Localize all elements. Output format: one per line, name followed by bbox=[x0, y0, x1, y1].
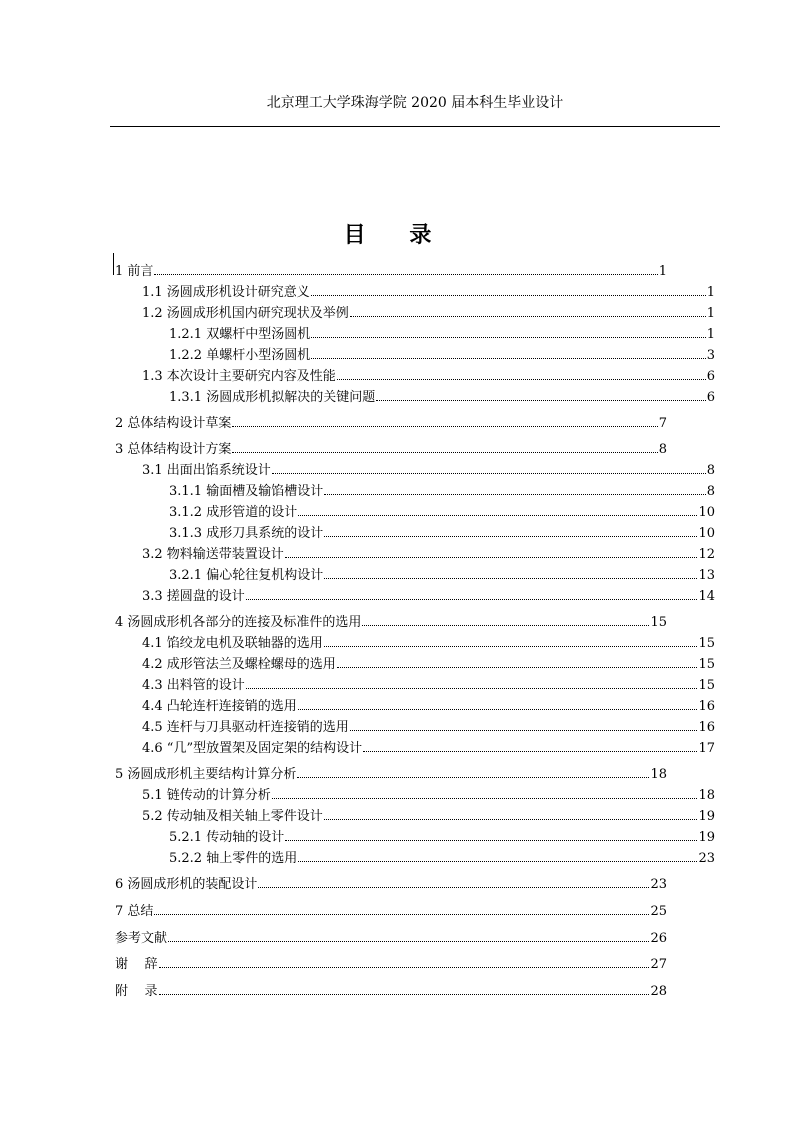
toc-entry-page: 16 bbox=[698, 699, 715, 714]
toc-entry[interactable] bbox=[142, 696, 715, 714]
toc-leader bbox=[258, 887, 649, 888]
toc-leader bbox=[324, 494, 706, 495]
toc-entry-page: 26 bbox=[650, 931, 667, 946]
toc-leader bbox=[168, 941, 649, 942]
toc-entry[interactable] bbox=[142, 785, 715, 803]
toc-entry[interactable] bbox=[142, 675, 715, 693]
toc-entry[interactable] bbox=[169, 324, 715, 342]
toc-entry-text: 3.3 搓圆盘的设计 bbox=[142, 589, 245, 604]
toc-entry-text: 7 总结 bbox=[115, 904, 154, 919]
toc-entry-text: 1 前言 bbox=[115, 264, 154, 279]
toc-entry-text: 1.2 汤圆成形机国内研究现状及举例 bbox=[142, 306, 349, 321]
toc-leader bbox=[154, 914, 649, 915]
toc-entry[interactable] bbox=[115, 981, 667, 999]
toc-leader bbox=[376, 400, 706, 401]
toc-leader bbox=[232, 452, 657, 453]
toc-entry-text: 5.1 链传动的计算分析 bbox=[142, 788, 271, 803]
toc-entry-text: 3 总体结构设计方案 bbox=[115, 442, 232, 457]
toc-entry-text: 附 录 bbox=[115, 984, 158, 999]
toc-leader bbox=[154, 274, 657, 275]
toc-leader bbox=[232, 426, 657, 427]
toc-entry-page: 6 bbox=[706, 369, 715, 384]
toc-leader bbox=[298, 861, 697, 862]
toc-entry-text: 4.1 馅绞龙电机及联轴器的选用 bbox=[142, 636, 323, 651]
toc-entry[interactable] bbox=[115, 874, 667, 892]
toc-entry-text: 4.3 出料管的设计 bbox=[142, 678, 245, 693]
toc-entry-page: 3 bbox=[706, 348, 715, 363]
toc-entry[interactable] bbox=[115, 261, 667, 279]
toc-entry-text: 3.2 物料输送带装置设计 bbox=[142, 547, 284, 562]
toc-entry-page: 10 bbox=[698, 505, 715, 520]
toc-entry[interactable] bbox=[169, 565, 715, 583]
toc-entry[interactable] bbox=[142, 654, 715, 672]
toc-leader bbox=[272, 473, 706, 474]
toc-entry-page: 10 bbox=[698, 526, 715, 541]
toc-entry-page: 18 bbox=[650, 767, 667, 782]
toc-entry-page: 17 bbox=[698, 741, 715, 756]
toc-leader bbox=[324, 646, 698, 647]
toc-leader bbox=[311, 358, 706, 359]
toc-entry-page: 15 bbox=[698, 657, 715, 672]
toc-title: 目 录 bbox=[343, 222, 450, 248]
toc-entry[interactable] bbox=[115, 413, 667, 431]
toc-entry-text: 1.2.1 双螺杆中型汤圆机 bbox=[169, 327, 311, 342]
toc-leader bbox=[362, 625, 649, 626]
toc-entry-text: 3.1.2 成形管道的设计 bbox=[169, 505, 298, 520]
toc-entry[interactable] bbox=[142, 544, 715, 562]
toc-entry-page: 8 bbox=[658, 442, 667, 457]
toc-entry[interactable] bbox=[115, 764, 667, 782]
toc-entry[interactable] bbox=[115, 954, 667, 972]
toc-entry-page: 1 bbox=[706, 306, 715, 321]
toc-entry-page: 1 bbox=[706, 327, 715, 342]
toc-entry-text: 1.1 汤圆成形机设计研究意义 bbox=[142, 285, 310, 300]
toc-entry[interactable] bbox=[142, 282, 715, 300]
toc-leader bbox=[298, 709, 698, 710]
page-header: 北京理工大学珠海学院 2020 届本科生毕业设计 bbox=[266, 95, 564, 111]
toc-entry[interactable] bbox=[115, 439, 667, 457]
toc-entry-page: 16 bbox=[698, 720, 715, 735]
toc-entry-page: 25 bbox=[650, 904, 667, 919]
toc-leader bbox=[272, 798, 698, 799]
toc-leader bbox=[246, 599, 698, 600]
toc-entry-text: 5.2.1 传动轴的设计 bbox=[169, 830, 285, 845]
toc-entry-page: 8 bbox=[706, 463, 715, 478]
toc-entry-page: 23 bbox=[698, 851, 715, 866]
toc-entry-text: 6 汤圆成形机的装配设计 bbox=[115, 877, 258, 892]
toc-entry[interactable] bbox=[169, 848, 715, 866]
toc-entry-text: 1.3 本次设计主要研究内容及性能 bbox=[142, 369, 336, 384]
toc-leader bbox=[324, 536, 697, 537]
toc-entry[interactable] bbox=[142, 633, 715, 651]
toc-entry[interactable] bbox=[142, 586, 715, 604]
toc-entry-text: 5 汤圆成形机主要结构计算分析 bbox=[115, 767, 297, 782]
toc-leader bbox=[159, 994, 650, 995]
toc-leader bbox=[350, 316, 706, 317]
toc-entry-text: 3.1 出面出馅系统设计 bbox=[142, 463, 271, 478]
toc-entry-page: 13 bbox=[698, 568, 715, 583]
toc-entry-text: 3.2.1 偏心轮往复机构设计 bbox=[169, 568, 324, 583]
toc-entry-page: 14 bbox=[698, 589, 715, 604]
toc-entry-text: 2 总体结构设计草案 bbox=[115, 416, 232, 431]
toc-entry-text: 4.4 凸轮连杆连接销的选用 bbox=[142, 699, 297, 714]
toc-entry-text: 4.2 成形管法兰及螺栓螺母的选用 bbox=[142, 657, 336, 672]
toc-leader bbox=[285, 557, 698, 558]
toc-leader bbox=[159, 967, 650, 968]
toc-entry-page: 1 bbox=[658, 264, 667, 279]
toc-entry-page: 8 bbox=[706, 484, 715, 499]
toc-entry[interactable] bbox=[169, 502, 715, 520]
toc-entry-text: 4.6 “几”型放置架及固定架的结构设计 bbox=[142, 741, 363, 756]
toc-leader bbox=[285, 840, 697, 841]
toc-leader bbox=[297, 777, 649, 778]
toc-leader bbox=[337, 379, 706, 380]
toc-entry-text: 谢 辞 bbox=[115, 957, 158, 972]
toc-entry-text: 5.2 传动轴及相关轴上零件设计 bbox=[142, 809, 323, 824]
toc-leader bbox=[311, 337, 706, 338]
toc-entry-text: 3.1.1 输面槽及输馅槽设计 bbox=[169, 484, 324, 499]
toc-leader bbox=[311, 295, 706, 296]
toc-leader bbox=[350, 730, 698, 731]
toc-leader bbox=[324, 819, 698, 820]
toc-entry[interactable] bbox=[142, 303, 715, 321]
toc-leader bbox=[337, 667, 698, 668]
toc-entry[interactable] bbox=[115, 612, 667, 630]
toc-entry-page: 19 bbox=[698, 809, 715, 824]
toc-leader bbox=[363, 751, 697, 752]
toc-entry-text: 1.3.1 汤圆成形机拟解决的关键问题 bbox=[169, 390, 376, 405]
toc-entry-page: 27 bbox=[650, 957, 667, 972]
toc-entry-page: 19 bbox=[698, 830, 715, 845]
toc-leader bbox=[246, 688, 698, 689]
toc-entry[interactable] bbox=[169, 481, 715, 499]
toc-entry-page: 15 bbox=[698, 636, 715, 651]
toc-leader bbox=[324, 578, 697, 579]
toc-entry-page: 15 bbox=[698, 678, 715, 693]
toc-entry[interactable] bbox=[142, 717, 715, 735]
toc-entry-text: 1.2.2 单螺杆小型汤圆机 bbox=[169, 348, 311, 363]
toc-entry[interactable] bbox=[169, 387, 715, 405]
toc-entry[interactable] bbox=[142, 366, 715, 384]
toc-entry-text: 5.2.2 轴上零件的选用 bbox=[169, 851, 298, 866]
toc-entry-text: 4 汤圆成形机各部分的连接及标准件的选用 bbox=[115, 615, 362, 630]
toc-entry[interactable] bbox=[142, 460, 715, 478]
toc-entry[interactable] bbox=[115, 901, 667, 919]
toc-entry[interactable] bbox=[169, 523, 715, 541]
toc-entry-page: 6 bbox=[706, 390, 715, 405]
toc-entry-page: 15 bbox=[650, 615, 667, 630]
toc-entry-page: 1 bbox=[706, 285, 715, 300]
toc-entry-text: 4.5 连杆与刀具驱动杆连接销的选用 bbox=[142, 720, 349, 735]
toc-entry-page: 28 bbox=[650, 984, 667, 999]
toc-entry[interactable] bbox=[169, 827, 715, 845]
toc-entry-page: 12 bbox=[698, 547, 715, 562]
toc-entry[interactable] bbox=[142, 806, 715, 824]
toc-entry[interactable] bbox=[115, 928, 667, 946]
toc-entry-page: 7 bbox=[658, 416, 667, 431]
toc-entry-page: 23 bbox=[650, 877, 667, 892]
toc-entry[interactable] bbox=[169, 345, 715, 363]
toc-entry-text: 3.1.3 成形刀具系统的设计 bbox=[169, 526, 324, 541]
toc-entry-page: 18 bbox=[698, 788, 715, 803]
toc-entry-text: 参考文献 bbox=[115, 931, 168, 946]
toc-leader bbox=[298, 515, 697, 516]
toc-entry[interactable] bbox=[142, 738, 715, 756]
